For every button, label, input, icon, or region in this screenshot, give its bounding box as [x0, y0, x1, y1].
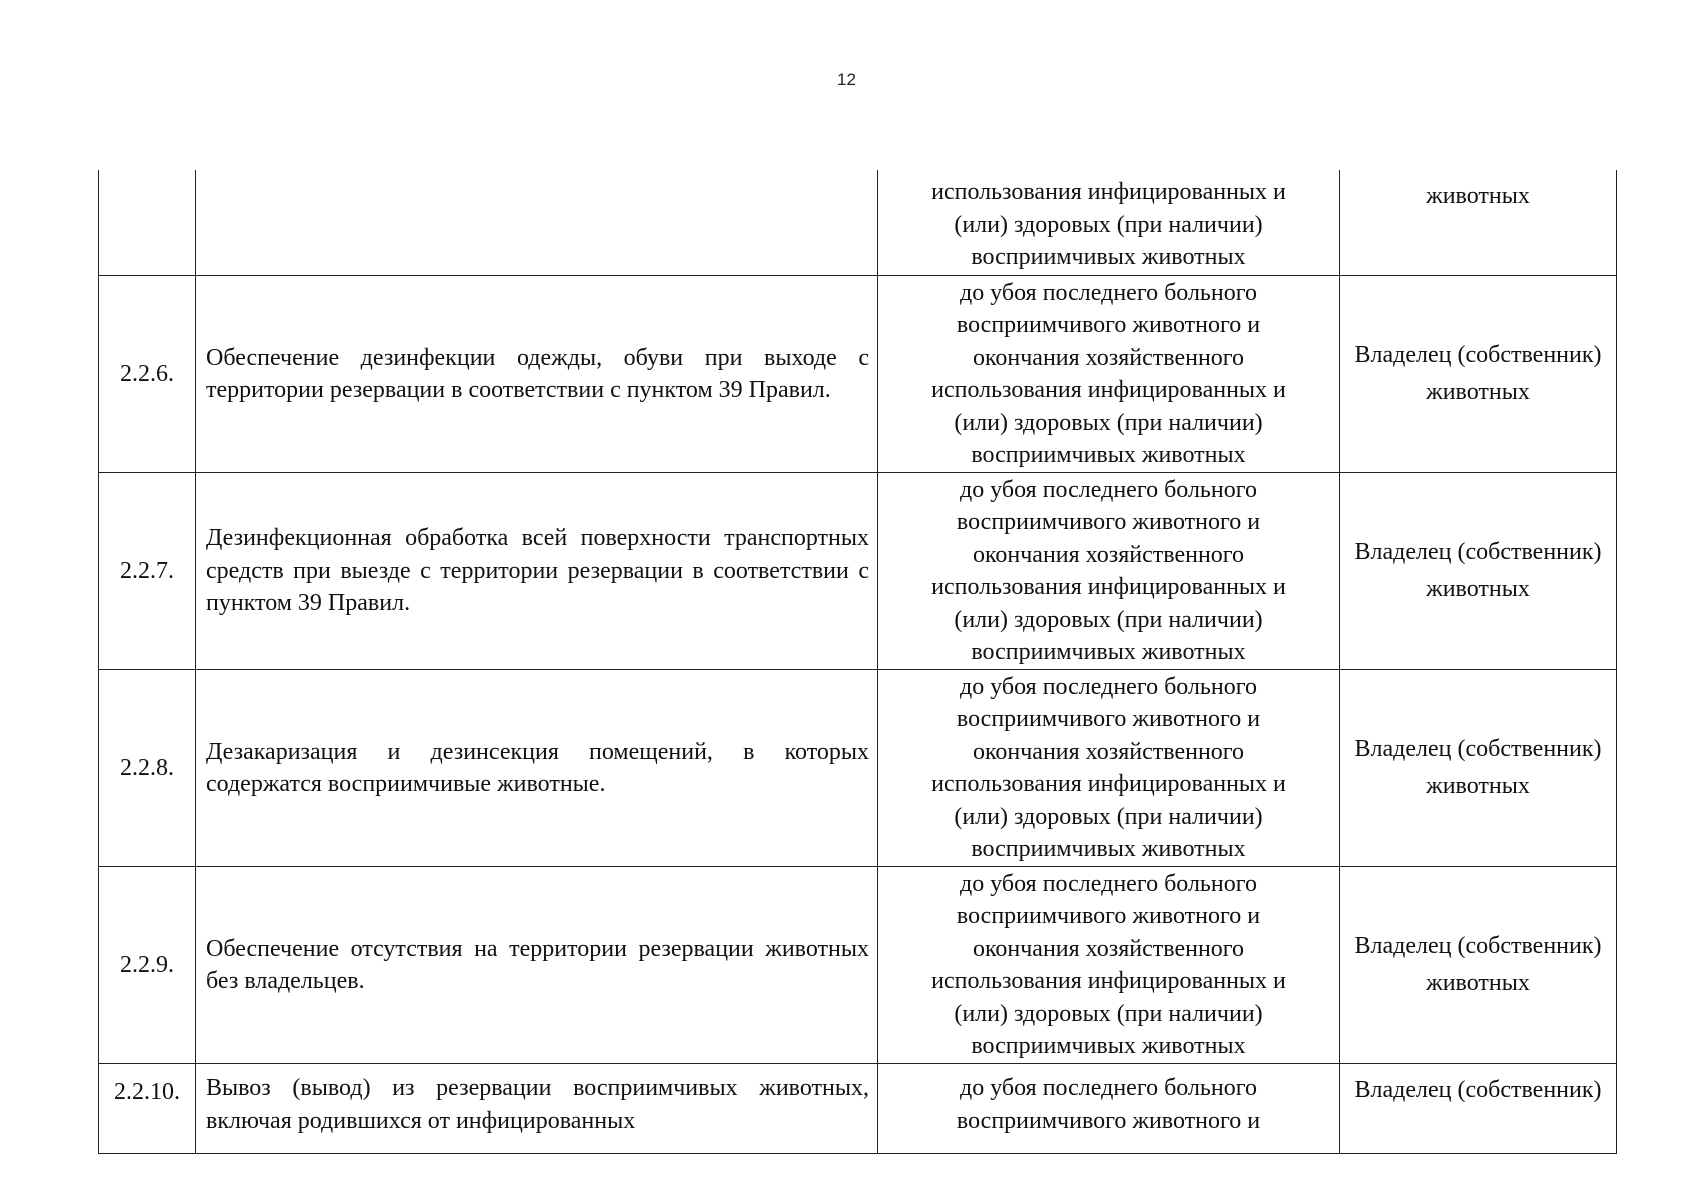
table-row — [99, 170, 1617, 276]
owner-text: Владелец (собственник) — [1354, 1077, 1602, 1103]
owner-cell — [1340, 670, 1617, 867]
period-line: до убоя последнего больного — [960, 1075, 1257, 1101]
period-line: использования инфицированных и — [931, 968, 1286, 994]
measure-cell — [196, 170, 878, 276]
owner-cell — [1340, 1064, 1617, 1154]
table-body — [99, 170, 1617, 1154]
period-line: использования инфицированных и — [931, 179, 1286, 205]
row-number-cell: 2.2.9. — [99, 867, 196, 1064]
period-line: восприимчивого животного и — [956, 312, 1261, 338]
period-line: использования инфицированных и — [931, 771, 1286, 797]
period-line: восприимчивых животных — [971, 1033, 1246, 1059]
period-line: (или) здоровых (при наличии) — [954, 803, 1263, 830]
owner-cell — [1340, 473, 1617, 670]
row-number-cell — [99, 170, 196, 276]
period-line: восприимчивого животного и — [956, 509, 1261, 535]
period-cell — [878, 473, 1340, 670]
period-line: окончания хозяйственного — [972, 738, 1245, 765]
measure-cell: Обеспечение дезинфекции одежды, обуви при выходе с территории резервации в соответствии с пунктом 39 Правил. — [196, 276, 878, 473]
owner-text: Владелец (собственник) животных — [1354, 933, 1602, 996]
row-number-cell: 2.2.7. — [99, 473, 196, 670]
period-line: использования инфицированных и — [931, 377, 1286, 403]
owner-text: Владелец (собственник) животных — [1354, 539, 1602, 602]
measure-cell: Дезакаризация и дезинсекция помещений, в которых содержатся восприимчивые животные. — [196, 670, 878, 867]
row-number-cell: 2.2.6. — [99, 276, 196, 473]
row-number-cell: 2.2.10. — [99, 1064, 196, 1154]
owner-cell — [1340, 867, 1617, 1064]
period-cell — [878, 1064, 1340, 1154]
owner-text: животных — [1426, 183, 1530, 209]
owner-cell — [1340, 170, 1617, 276]
period-cell — [878, 670, 1340, 867]
period-line: восприимчивых животных — [971, 244, 1246, 270]
table-row — [99, 670, 1617, 867]
period-line: использования инфицированных и — [931, 574, 1286, 600]
period-line: до убоя последнего больного — [960, 870, 1257, 897]
table-row — [99, 473, 1617, 670]
period-line: до убоя последнего больного — [960, 279, 1257, 306]
period-line: (или) здоровых (при наличии) — [954, 1000, 1263, 1027]
period-line: окончания хозяйственного — [972, 541, 1245, 568]
owner-cell — [1340, 276, 1617, 473]
measure-cell: Обеспечение отсутствия на территории резервации животных без владельцев. — [196, 867, 878, 1064]
period-line: окончания хозяйственного — [972, 935, 1245, 962]
period-line: восприимчивого животного и — [956, 903, 1261, 929]
period-line: (или) здоровых (при наличии) — [954, 606, 1263, 633]
page-number: 12 — [837, 70, 856, 89]
period-line: до убоя последнего больного — [960, 673, 1257, 700]
period-line: восприимчивых животных — [971, 639, 1246, 665]
period-line: восприимчивого животного и — [956, 706, 1261, 732]
period-line: до убоя последнего больного — [960, 476, 1257, 503]
period-line: (или) здоровых (при наличии) — [954, 409, 1263, 436]
measures-table — [98, 170, 1617, 1154]
owner-text: Владелец (собственник) животных — [1354, 736, 1602, 799]
period-line: (или) здоровых (при наличии) — [954, 211, 1263, 238]
owner-text: Владелец (собственник) животных — [1354, 342, 1602, 405]
period-cell — [878, 867, 1340, 1064]
measure-cell: Вывоз (вывод) из резервации восприимчивых животных, включая родившихся от инфицированных — [196, 1064, 878, 1154]
period-cell — [878, 170, 1340, 276]
table-row — [99, 867, 1617, 1064]
table-row — [99, 276, 1617, 473]
period-line: восприимчивых животных — [971, 442, 1246, 468]
table-row — [99, 1064, 1617, 1154]
period-line: окончания хозяйственного — [972, 344, 1245, 371]
row-number-cell: 2.2.8. — [99, 670, 196, 867]
measure-cell: Дезинфекционная обработка всей поверхности транспортных средств при выезде с территории резервации в соответствии с пунктом 39 Правил. — [196, 473, 878, 670]
period-line: восприимчивых животных — [971, 836, 1246, 862]
period-cell — [878, 276, 1340, 473]
period-line: восприимчивого животного и — [956, 1107, 1261, 1134]
